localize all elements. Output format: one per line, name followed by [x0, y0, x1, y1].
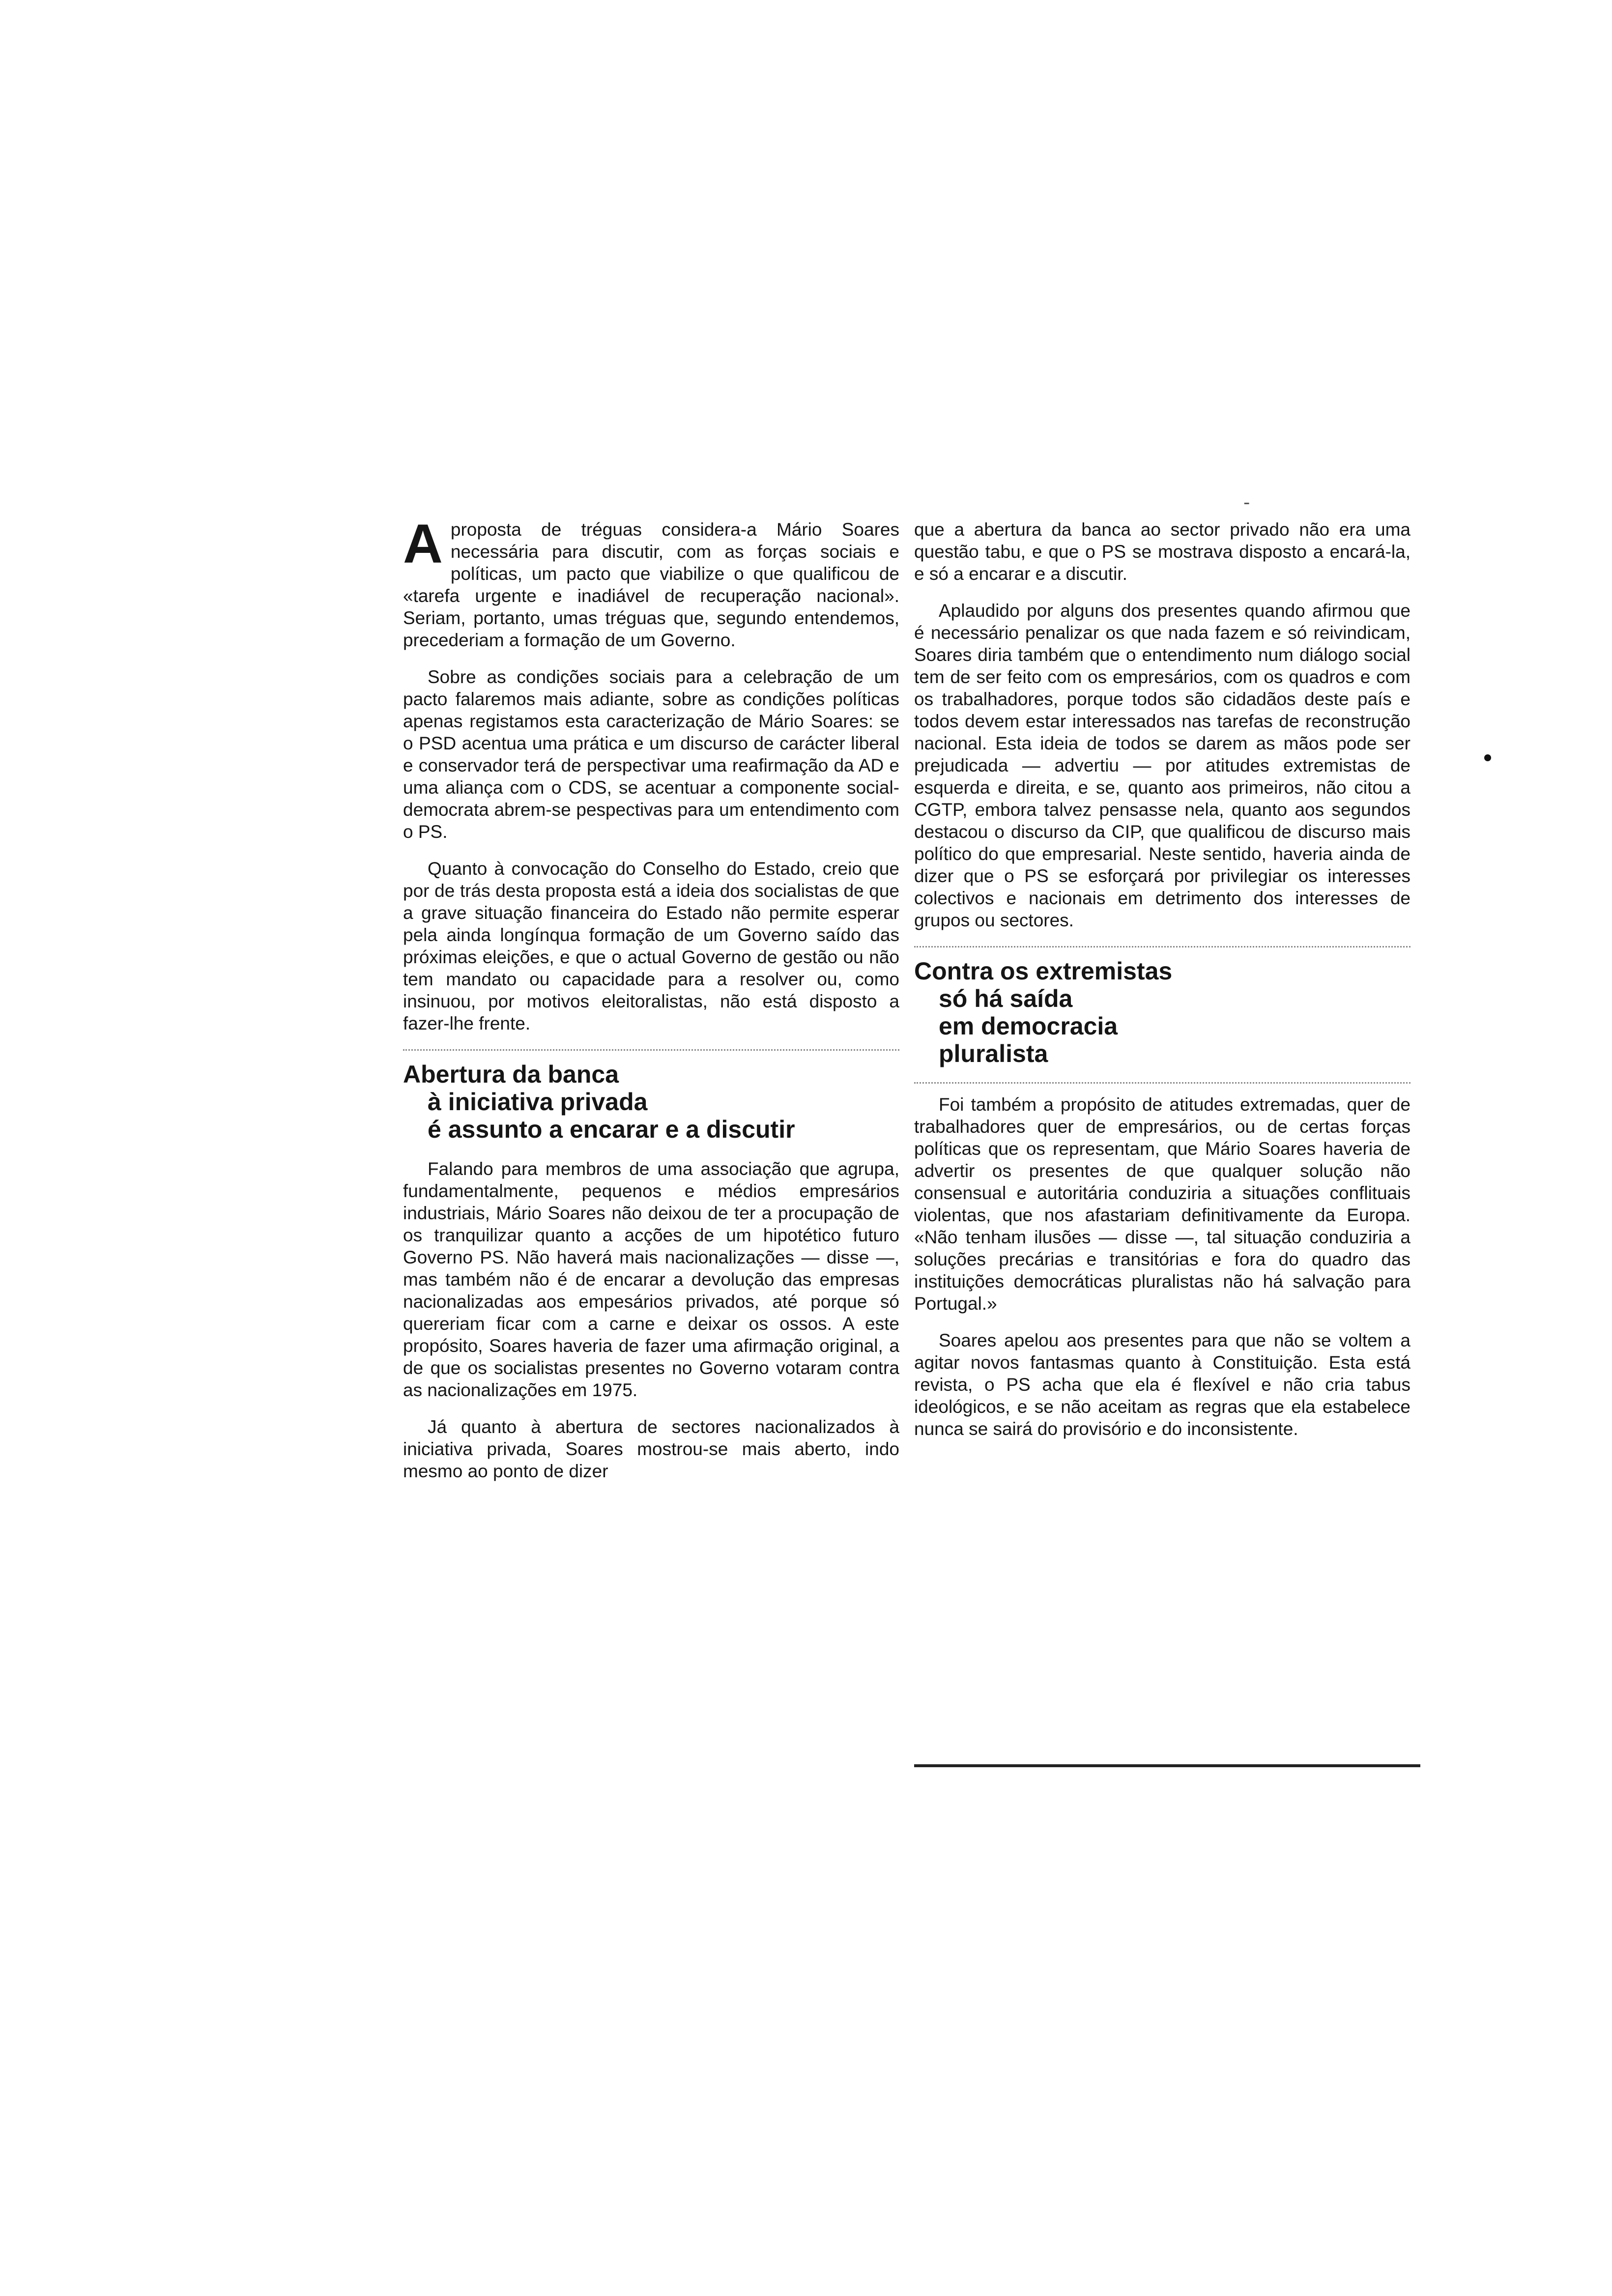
article-paragraph: Sobre as condições sociais para a celebração de um pacto falaremos mais adiante, sobre as condições políticas apenas registamos esta caracterização de Mário Soares: se o PSD acentua uma prática e um discurso de carácter liberal e conservador terá de perspectivar uma reafirmação da AD e uma aliança com o CDS, se acentuar a componente social-democrata abrem-se pespectivas para um entendimento com o PS. — [403, 667, 899, 842]
scan-speck — [1484, 754, 1491, 761]
article-paragraph: Aproposta de tréguas considera-a Mário Soares necessária para discutir, com as forças sociais e políticas, um pacto que viabilize o que qualificou de «tarefa urgente e inadiável de recuperação nacional». Seriam, portanto, umas tréguas que, segundo entendemos, precederiam a formação de um Governo. — [403, 513, 899, 650]
section-divider — [403, 1049, 899, 1051]
section-heading: Abertura da banca à iniciativa privada é assunto a encarar e a discutir — [403, 1061, 795, 1143]
right-column — [914, 518, 1410, 1455]
scan-mark: - — [1243, 491, 1250, 513]
article-paragraph: Aplaudido por alguns dos presentes quando afirmou que é necessário penalizar os que nada fazem e só reivindicam, Soares diria também que o entendimento num diálogo social tem de ser feito com os empresários, com os quadros e com os trabalhadores, porque todos são cidadãos deste país e todos devem estar interessados nas tarefas de reconstrução nacional. Esta ideia de todos se darem as mãos pode ser prejudicada — advertiu — por atitudes extremistas de esquerda e direita, e se, quanto aos primeiros, não citou a CGTP, embora talvez pensasse nela, quanto aos segundos destacou o discurso da CIP, que qualificou de discurso mais político do que empresarial. Neste sentido, haveria ainda de dizer que o PS se esforçará por privilegiar os interesses colectivos e nacionais em detrimento dos interesses de grupos ou sectores. — [914, 601, 1410, 930]
section-heading: Contra os extremistas só há saída em democracia pluralista — [914, 957, 1173, 1067]
newspaper-clipping — [383, 491, 1440, 1779]
article-paragraph: Soares apelou aos presentes para que não se voltem a agitar novos fantasmas quanto à Constituição. Esta está revista, o PS acha que ela é flexível e não cria tabus ideológicos, e se não aceitam as regras que ela estabelece nunca se sairá do provisório e do inconsistente. — [914, 1330, 1410, 1439]
section-divider — [914, 946, 1410, 947]
article-paragraph: Quanto à convocação do Conselho do Estado, creio que por de trás desta proposta está a ideia dos socialistas de que a grave situação financeira do Estado não permite esperar pela ainda longínqua formação de um Governo saído das próximas eleições, e que o actual Governo de gestão ou não tem mandato ou capacidade para a resolver ou, como insinuou, por motivos eleitoralistas, não está disposto a fazer-lhe frente. — [403, 859, 899, 1033]
article-paragraph: Foi também a propósito de atitudes extremadas, quer de trabalhadores quer de empresários, ou de certas forças políticas que os representam, que Mário Soares haveria de advertir os presentes de que qualquer solução não consensual e autoritária conduziria a situações conflituais violentas, que nos afastariam definitivamente da Europa. «Não tenham ilusões — disse —, tal situação conduziria a soluções precárias e transitórias e fora do quadro das instituições democráticas pluralistas não há salvação para Portugal.» — [914, 1094, 1410, 1314]
left-column — [403, 513, 899, 1497]
article-paragraph: Falando para membros de uma associação que agrupa, fundamentalmente, pequenos e médios empresários industriais, Mário Soares não deixou de ter a procupação de os tranquilizar quanto a acções de um hipotético futuro Governo PS. Não haverá mais nacionalizações — disse —, mas também não é de encarar a devolução das empresas nacionalizadas aos empesários privados, até porque só quereriam ficar com a carne e deixar os ossos. A este propósito, Soares haveria de fazer uma afirmação original, a de que os socialistas presentes no Governo votaram contra as nacionalizações em 1975. — [403, 1159, 899, 1400]
bottom-rule — [914, 1764, 1420, 1767]
article-paragraph: que a abertura da banca ao sector privado não era uma questão tabu, e que o PS se mostrava disposto a encará-la, e só a encarar e a discutir. — [914, 519, 1410, 584]
drop-cap: A — [403, 513, 443, 574]
section-divider — [914, 1082, 1410, 1084]
article-paragraph: Já quanto à abertura de sectores nacionalizados à iniciativa privada, Soares mostrou-se mais aberto, indo mesmo ao ponto de dizer — [403, 1417, 899, 1481]
